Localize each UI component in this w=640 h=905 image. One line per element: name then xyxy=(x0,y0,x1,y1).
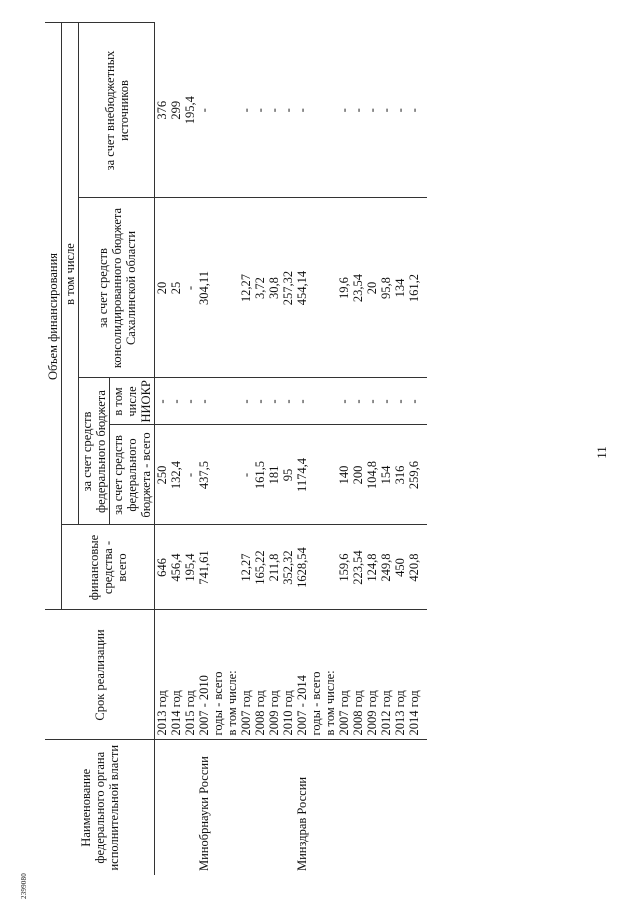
fed-niokr-cell: - xyxy=(253,378,267,425)
org-cell xyxy=(169,740,183,875)
pad-cell xyxy=(421,740,427,875)
pad-cell xyxy=(421,23,427,198)
term-cell: в том числе: xyxy=(323,610,337,740)
total-cell: 159,6 xyxy=(337,525,351,610)
total-cell xyxy=(211,525,225,610)
fed-niokr-cell: - xyxy=(281,378,295,425)
fed-total-cell xyxy=(211,425,225,525)
consolidated-cell: 20 xyxy=(155,198,170,378)
fed-total-cell: 104,8 xyxy=(365,425,379,525)
term-cell: 2014 год xyxy=(169,610,183,740)
term-cell: в том числе: xyxy=(225,610,239,740)
fed-total-cell: - xyxy=(239,425,253,525)
consolidated-cell: 12,27 xyxy=(239,198,253,378)
table-row xyxy=(239,23,253,875)
fed-niokr-cell: - xyxy=(155,378,170,425)
total-cell: 223,54 xyxy=(351,525,365,610)
fed-niokr-cell xyxy=(309,378,323,425)
term-cell: 2010 год xyxy=(281,610,295,740)
term-cell: 2013 год xyxy=(155,610,170,740)
org-cell xyxy=(309,740,323,875)
extra-cell: - xyxy=(393,23,407,198)
consolidated-cell xyxy=(309,198,323,378)
header-extra: за счет внебюджетных источников xyxy=(79,23,155,198)
extra-cell: - xyxy=(295,23,309,198)
extra-cell: - xyxy=(379,23,393,198)
consolidated-cell: 454,14 xyxy=(295,198,309,378)
table-row xyxy=(337,23,351,875)
fed-niokr-cell: - xyxy=(169,378,183,425)
total-cell: 420,8 xyxy=(407,525,421,610)
fed-total-cell: 200 xyxy=(351,425,365,525)
table-row xyxy=(365,23,379,875)
total-cell: 249,8 xyxy=(379,525,393,610)
total-cell: 352,32 xyxy=(281,525,295,610)
table-row xyxy=(351,23,365,875)
table-body xyxy=(155,23,428,875)
header-total: финансовые средства - всего xyxy=(62,525,155,610)
extra-cell: - xyxy=(197,23,211,198)
org-cell xyxy=(407,740,421,875)
table-row xyxy=(393,23,407,875)
consolidated-cell: - xyxy=(183,198,197,378)
fed-niokr-cell xyxy=(211,378,225,425)
fed-niokr-cell: - xyxy=(393,378,407,425)
consolidated-cell: 30,8 xyxy=(267,198,281,378)
table-header xyxy=(45,23,155,875)
consolidated-cell: 25 xyxy=(169,198,183,378)
table-row xyxy=(281,23,295,875)
consolidated-cell: 19,6 xyxy=(337,198,351,378)
term-cell: 2007 - 2010 xyxy=(197,610,211,740)
extra-cell: - xyxy=(365,23,379,198)
header-incl: в том числе xyxy=(62,23,79,525)
org-cell xyxy=(393,740,407,875)
extra-cell xyxy=(323,23,337,198)
fed-total-cell: 250 xyxy=(155,425,170,525)
table-row xyxy=(407,23,421,875)
total-cell: 195,4 xyxy=(183,525,197,610)
org-cell xyxy=(323,740,337,875)
extra-cell xyxy=(309,23,323,198)
fed-niokr-cell: - xyxy=(351,378,365,425)
fed-total-cell: 140 xyxy=(337,425,351,525)
fed-total-cell: 132,4 xyxy=(169,425,183,525)
total-cell: 646 xyxy=(155,525,170,610)
consolidated-cell xyxy=(211,198,225,378)
table-row xyxy=(267,23,281,875)
header-financing: Объем финансирования xyxy=(45,23,62,610)
total-cell: 124,8 xyxy=(365,525,379,610)
extra-cell: - xyxy=(267,23,281,198)
consolidated-cell: 23,54 xyxy=(351,198,365,378)
consolidated-cell: 134 xyxy=(393,198,407,378)
consolidated-cell: 3,72 xyxy=(253,198,267,378)
org-cell: Минобрнауки России xyxy=(197,740,211,875)
fed-total-cell: 181 xyxy=(267,425,281,525)
table-row xyxy=(379,23,393,875)
header-fed-niokr: в том числе НИОКР xyxy=(110,378,155,425)
org-cell xyxy=(183,740,197,875)
fed-niokr-cell: - xyxy=(295,378,309,425)
org-cell xyxy=(337,740,351,875)
consolidated-cell xyxy=(323,198,337,378)
table-row xyxy=(225,23,239,875)
total-cell: 450 xyxy=(393,525,407,610)
financing-table xyxy=(45,22,427,875)
term-cell: 2013 год xyxy=(393,610,407,740)
fed-total-cell xyxy=(225,425,239,525)
org-cell xyxy=(267,740,281,875)
extra-cell xyxy=(225,23,239,198)
fed-total-cell: - xyxy=(183,425,197,525)
fed-niokr-cell: - xyxy=(197,378,211,425)
fed-niokr-cell: - xyxy=(183,378,197,425)
fed-total-cell: 1174,4 xyxy=(295,425,309,525)
total-cell: 211,8 xyxy=(267,525,281,610)
total-cell xyxy=(225,525,239,610)
org-cell xyxy=(155,740,170,875)
extra-cell: 195,4 xyxy=(183,23,197,198)
fed-total-cell: 437,5 xyxy=(197,425,211,525)
pad-cell xyxy=(421,198,427,378)
org-cell xyxy=(239,740,253,875)
fed-niokr-cell: - xyxy=(379,378,393,425)
table-row xyxy=(323,23,337,875)
header-fed-total: за счет средств федерального бюджета - всего xyxy=(110,425,155,525)
term-cell: 2007 год xyxy=(337,610,351,740)
extra-cell: 376 xyxy=(155,23,170,198)
fed-total-cell: 316 xyxy=(393,425,407,525)
term-cell: 2007 - 2014 xyxy=(295,610,309,740)
term-cell: 2009 год xyxy=(365,610,379,740)
header-org: Наименование федерального органа исполнительной власти xyxy=(45,740,155,875)
term-cell: 2007 год xyxy=(239,610,253,740)
fed-niokr-cell: - xyxy=(407,378,421,425)
extra-cell: - xyxy=(281,23,295,198)
document-stamp: 2399080 xyxy=(20,873,28,899)
consolidated-cell: 304,11 xyxy=(197,198,211,378)
extra-cell: - xyxy=(253,23,267,198)
fed-total-cell xyxy=(309,425,323,525)
extra-cell: - xyxy=(239,23,253,198)
org-cell xyxy=(281,740,295,875)
header-fed: за счет средств федерального бюджета xyxy=(79,378,110,525)
fed-niokr-cell: - xyxy=(239,378,253,425)
org-cell xyxy=(253,740,267,875)
table-row xyxy=(253,23,267,875)
org-cell xyxy=(365,740,379,875)
consolidated-cell xyxy=(225,198,239,378)
total-cell xyxy=(323,525,337,610)
table-row xyxy=(183,23,197,875)
consolidated-cell: 161,2 xyxy=(407,198,421,378)
table-row xyxy=(309,23,323,875)
org-cell: Минздрав России xyxy=(295,740,309,875)
pad-cell xyxy=(421,525,427,610)
table-bottom-pad xyxy=(421,23,427,875)
org-cell xyxy=(225,740,239,875)
consolidated-cell: 95,8 xyxy=(379,198,393,378)
header-consolidated: за счет средств консолидированного бюджета Сахалинской области xyxy=(79,198,155,378)
term-cell: 2008 год xyxy=(351,610,365,740)
pad-cell xyxy=(421,425,427,525)
pad-cell xyxy=(421,378,427,425)
extra-cell: - xyxy=(337,23,351,198)
fed-niokr-cell: - xyxy=(267,378,281,425)
page-number: 11 xyxy=(594,446,609,459)
pad-cell xyxy=(421,610,427,740)
term-cell: 2015 год xyxy=(183,610,197,740)
org-cell xyxy=(351,740,365,875)
fed-total-cell xyxy=(323,425,337,525)
term-cell: 2014 год xyxy=(407,610,421,740)
extra-cell: - xyxy=(351,23,365,198)
fed-niokr-cell xyxy=(323,378,337,425)
table-row xyxy=(169,23,183,875)
table-row xyxy=(211,23,225,875)
total-cell: 456,4 xyxy=(169,525,183,610)
table-row xyxy=(197,23,211,875)
fed-niokr-cell: - xyxy=(337,378,351,425)
table-row xyxy=(155,23,170,875)
fed-total-cell: 95 xyxy=(281,425,295,525)
fed-total-cell: 259,6 xyxy=(407,425,421,525)
term-cell: 2009 год xyxy=(267,610,281,740)
term-cell: годы - всего xyxy=(211,610,225,740)
total-cell xyxy=(309,525,323,610)
extra-cell: - xyxy=(407,23,421,198)
total-cell: 12,27 xyxy=(239,525,253,610)
fed-total-cell: 154 xyxy=(379,425,393,525)
org-cell xyxy=(211,740,225,875)
consolidated-cell: 20 xyxy=(365,198,379,378)
extra-cell: 299 xyxy=(169,23,183,198)
extra-cell xyxy=(211,23,225,198)
total-cell: 165,22 xyxy=(253,525,267,610)
fed-niokr-cell: - xyxy=(365,378,379,425)
total-cell: 1628,54 xyxy=(295,525,309,610)
org-cell xyxy=(379,740,393,875)
consolidated-cell: 257,32 xyxy=(281,198,295,378)
term-cell: годы - всего xyxy=(309,610,323,740)
total-cell: 741,61 xyxy=(197,525,211,610)
term-cell: 2008 год xyxy=(253,610,267,740)
table-row xyxy=(295,23,309,875)
header-term: Срок реализации xyxy=(45,610,155,740)
term-cell: 2012 год xyxy=(379,610,393,740)
fed-niokr-cell xyxy=(225,378,239,425)
fed-total-cell: 161,5 xyxy=(253,425,267,525)
